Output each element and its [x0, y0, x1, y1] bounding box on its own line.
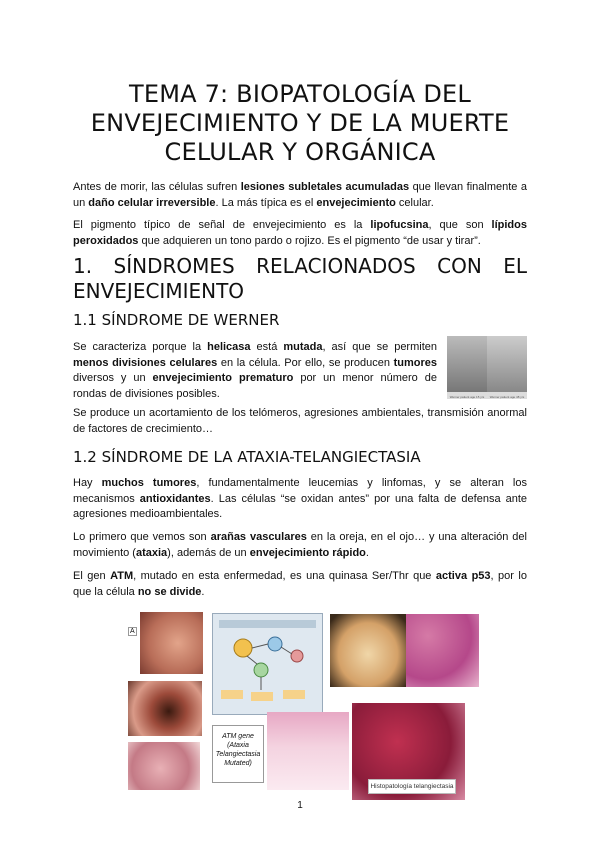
- atm-pathway-diagram: [212, 613, 323, 715]
- eye-telangiectasia-photo: [128, 681, 202, 736]
- atm-pathway-diagram-graphic: [213, 614, 322, 714]
- ataxia-paragraph-1: Hay muchos tumores, fundamentalmente leucemias y linfomas, y se alteran los mecanismos antioxidantes. Las células “se oxidan antes” por una falta de defensa ante agresiones medioambientales.: [73, 477, 528, 520]
- ear-telangiectasia-photo: [140, 612, 203, 674]
- page-title: TEMA 7: BIOPATOLOGÍA DEL ENVEJECIMIENTO Y DE LA MUERTE CELULAR Y ORGÁNICA: [90, 80, 510, 166]
- werner-paragraph-1: Se caracteriza porque la helicasa está mutada, así que se permiten menos divisiones celulares en la célula. Por ello, se producen tumores diversos y un envejecimiento prematuro por un menor número de rondas de divisiones posibles.: [73, 341, 437, 400]
- section-heading-1: 1. SÍNDROMES RELACIONADOS CON EL ENVEJECIMIENTO: [73, 254, 527, 303]
- page-number: 1: [297, 800, 303, 811]
- atm-gene-label-box: ATM gene (Ataxia Telangiectasia Mutated): [212, 725, 264, 783]
- subsection-heading-ataxia: 1.2 SÍNDROME DE LA ATAXIA-TELANGIECTASIA: [73, 448, 421, 466]
- histology-image-2: [267, 712, 349, 790]
- werner-photo-old: [487, 336, 527, 392]
- histology-caption: Histopatología telangiectasia: [368, 779, 456, 794]
- brain-section-photo: [330, 614, 406, 687]
- werner-photo-caption-young: Werner patient age 15 yrs: [449, 395, 485, 399]
- werner-photo-young: [447, 336, 487, 392]
- ataxia-paragraph-3: El gen ATM, mutado en esta enfermedad, es una quinasa Ser/Thr que activa p53, por lo que la célula no se divide.: [73, 570, 527, 598]
- werner-photo-caption-old: Werner patient age 48 yrs: [489, 395, 525, 399]
- werner-patient-photo: [447, 336, 527, 399]
- werner-paragraph-2: Se produce un acortamiento de los telómeros, agresiones ambientales, transmisión anormal de factores de crecimiento…: [73, 407, 527, 435]
- ataxia-paragraph-2: Lo primero que vemos son arañas vasculares en la oreja, en el ojo… y una alteración del movimiento (ataxia), además de un envejecimiento rápido.: [73, 531, 527, 559]
- histology-image-1: [406, 614, 479, 687]
- intro-paragraph-2: El pigmento típico de señal de envejecimiento es la lipofucsina, que son lípidos peroxidados que adquieren un tono pardo o rojizo. Es el pigmento “de usar y tirar”.: [73, 219, 527, 247]
- subsection-heading-werner: 1.1 SÍNDROME DE WERNER: [73, 311, 280, 329]
- figure-letter-label: A: [130, 628, 135, 635]
- skin-telangiectasia-photo: [128, 742, 200, 790]
- intro-paragraph-1: Antes de morir, las células sufren lesiones subletales acumuladas que llevan finalmente a un daño celular irreversible. La más típica es el envejecimiento celular.: [73, 181, 527, 209]
